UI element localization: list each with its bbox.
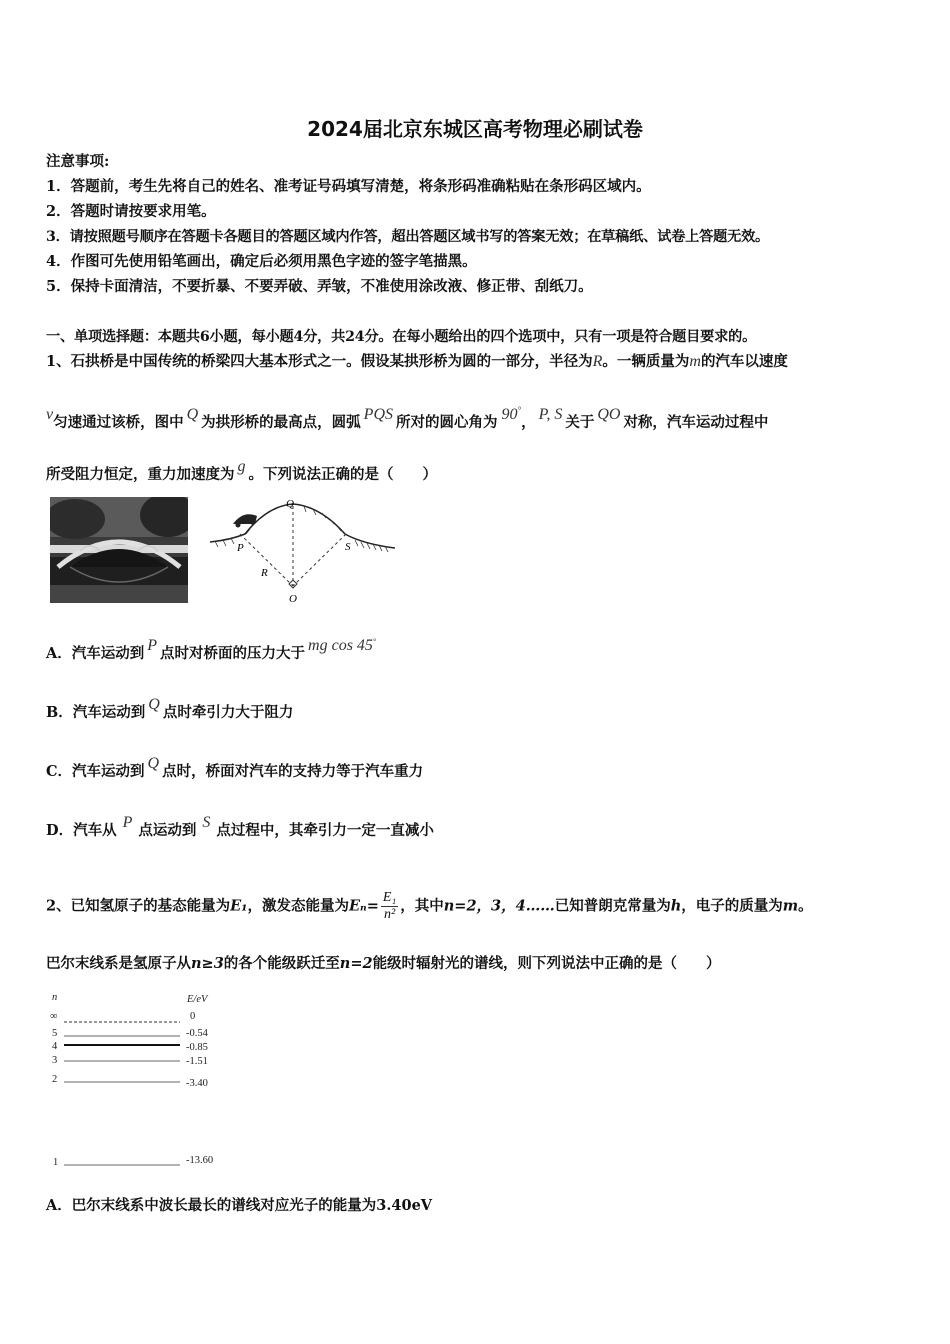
var-PQS: PQS bbox=[363, 406, 393, 423]
level-E: -1.51 bbox=[186, 1056, 208, 1067]
level-E: -3.40 bbox=[186, 1078, 208, 1089]
q1-option-C[interactable]: C．汽车运动到 Q 点时，桥面对汽车的支持力等于汽车重力 bbox=[46, 755, 424, 780]
page-title: 2024届北京东城区高考物理必刷试卷 bbox=[307, 117, 643, 141]
notice-item: 4．作图可先使用铅笔画出，确定后必须用黑色字迹的签字笔描黑。 bbox=[46, 253, 477, 270]
section-heading: 一、单项选择题：本题共6小题，每小题4分，共24分。在每小题给出的四个选项中，只有一项是符合题目要求的。 bbox=[46, 329, 757, 345]
axis-E-label: E/eV bbox=[187, 994, 208, 1005]
level-n: 2 bbox=[52, 1074, 58, 1085]
car-icon bbox=[233, 514, 257, 527]
level-n: 1 bbox=[53, 1157, 59, 1168]
notice-item: 5．保持卡面清洁，不要折暴、不要弄破、弄皱，不准使用涂改液、修正带、刮纸刀。 bbox=[46, 278, 593, 295]
notice-item: 3．请按照题号顺序在答题卡各题目的答题区域内作答，超出答题区域书写的答案无效；在草稿纸、试卷上答题无效。 bbox=[46, 229, 770, 245]
var-g: g bbox=[237, 458, 246, 475]
angle-90: 90 bbox=[501, 406, 518, 423]
energy-level-diagram bbox=[44, 988, 234, 1173]
level-E: 0 bbox=[190, 1011, 196, 1022]
level-n: 5 bbox=[52, 1028, 58, 1039]
q1-line-2: v匀速通过该桥，图中 Q 为拱形桥的最高点，圆弧 PQS 所对的圆心角为 90°， P, S 关于 QO 对称，汽车运动过程中 bbox=[46, 405, 769, 431]
q1-line-3: 所受阻力恒定，重力加速度为 g 。下列说法正确的是（ ） bbox=[46, 458, 437, 483]
var-R: R bbox=[592, 353, 603, 370]
arch-geometry-diagram bbox=[205, 494, 400, 606]
var-m: m bbox=[689, 353, 701, 370]
level-n: 3 bbox=[52, 1055, 58, 1066]
energy-fraction: $\frac{\text{E₁}}{\text{n²}}$ bbox=[382, 890, 397, 922]
var-v: v bbox=[46, 406, 54, 423]
label-Q: Q bbox=[286, 498, 294, 510]
notice-heading: 注意事项: bbox=[46, 153, 110, 170]
label-P: P bbox=[237, 542, 244, 554]
label-S: S bbox=[345, 541, 351, 553]
axis-n-label: n bbox=[52, 992, 58, 1003]
notice-item: 1．答题前，考生先将自己的姓名、准考证号码填写清楚，将条形码准确粘贴在条形码区域内。 bbox=[46, 178, 651, 195]
level-E: -0.85 bbox=[186, 1042, 208, 1053]
label-O: O bbox=[289, 593, 297, 605]
level-n: ∞ bbox=[50, 1011, 58, 1022]
level-E: -0.54 bbox=[186, 1028, 208, 1039]
q1-line-1: 1、石拱桥是中国传统的桥梁四大基本形式之一。假设某拱形桥为圆的一部分，半径为R。一辆质量为m的汽车以速度 bbox=[46, 353, 788, 370]
level-E: -13.60 bbox=[186, 1155, 214, 1166]
stone-arch-bridge-photo bbox=[50, 497, 188, 603]
q1-option-D[interactable]: D．汽车从 P 点运动到 S 点过程中，其牵引力一定一直减小 bbox=[46, 814, 434, 839]
q2-line-2: 巴尔末线系是氢原子从n≥3的各个能级跃迁至n=2能级时辐射光的谱线，则下列说法中正确的是（ ） bbox=[46, 955, 721, 972]
var-Q: Q bbox=[186, 406, 199, 423]
q1-option-B[interactable]: B．汽车运动到 Q 点时牵引力大于阻力 bbox=[46, 696, 294, 721]
var-PS: P, S bbox=[538, 406, 563, 423]
level-n: 4 bbox=[52, 1041, 58, 1052]
q1-option-A[interactable]: A．汽车运动到 P 点时对桥面的压力大于 mg cos 45° bbox=[46, 637, 377, 662]
label-R: R bbox=[261, 567, 268, 579]
q2-line-1: 2、已知氢原子的基态能量为E₁，激发态能量为Eₙ= $\frac{\text{E₁}}{\text{n²}}$ ，其中n=2，3，4……已知普朗克常量为h，电子的质量为m。 bbox=[46, 890, 813, 922]
notice-item: 2．答题时请按要求用笔。 bbox=[46, 203, 216, 220]
var-QO: QO bbox=[597, 406, 621, 423]
q2-option-A[interactable]: A．巴尔末线系中波长最长的谱线对应光子的能量为3.40eV bbox=[46, 1197, 433, 1214]
